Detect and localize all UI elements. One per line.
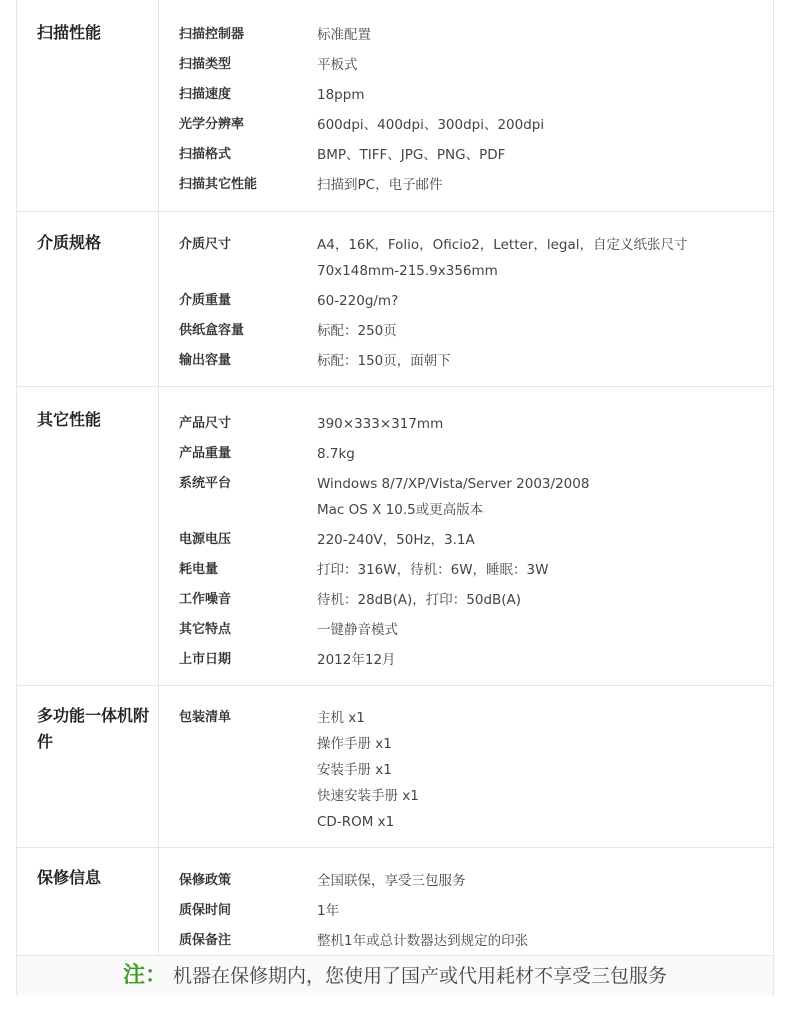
category-cell — [17, 848, 159, 956]
spec-value — [317, 232, 767, 284]
spec-value-line: 220-240V，50Hz，3.1A — [317, 532, 475, 548]
spec-value-line: 60-220g/m? — [317, 293, 399, 309]
spec-key: 扫描控制器 — [179, 27, 245, 42]
spec-value — [317, 647, 767, 673]
spec-value-line: 一键静音模式 — [317, 622, 398, 638]
category-cell — [17, 686, 159, 848]
note-mark: 注： — [122, 963, 167, 988]
spec-value — [317, 705, 767, 835]
spec-value — [317, 527, 767, 553]
spec-value-line: 打印：316W，待机：6W，睡眠：3W — [317, 562, 549, 578]
warranty-note — [17, 955, 773, 996]
spec-key: 电源电压 — [179, 532, 232, 547]
spec-key: 扫描速度 — [179, 87, 232, 102]
spec-section-scan — [17, 0, 773, 211]
spec-value-line: A4，16K，Folio，Oficio2，Letter，legal，自定义纸张尺寸 — [317, 237, 688, 253]
spec-key: 介质重量 — [179, 293, 232, 308]
spec-value-line: CD-ROM x1 — [317, 814, 395, 830]
spec-key: 扫描类型 — [179, 57, 232, 72]
spec-value — [317, 112, 767, 138]
spec-key: 介质尺寸 — [179, 237, 232, 252]
spec-key: 系统平台 — [179, 476, 232, 491]
spec-value — [317, 318, 767, 344]
spec-table — [16, 0, 774, 995]
spec-value-line: 待机：28dB(A)，打印：50dB(A) — [317, 592, 522, 608]
category-cell — [17, 387, 159, 686]
spec-value — [317, 928, 767, 954]
spec-key: 供纸盒容量 — [179, 323, 245, 338]
spec-key: 产品重量 — [179, 446, 232, 461]
spec-value-line: 安装手册 x1 — [317, 762, 392, 778]
spec-value-line: 2012年12月 — [317, 652, 396, 668]
spec-key: 工作噪音 — [179, 592, 232, 607]
spec-value-line: 18ppm — [317, 87, 365, 103]
spec-value — [317, 868, 767, 894]
spec-key: 保修政策 — [179, 873, 232, 888]
spec-key: 光学分辨率 — [179, 117, 245, 132]
spec-value — [317, 471, 767, 523]
spec-key: 扫描格式 — [179, 147, 232, 162]
spec-key: 产品尺寸 — [179, 416, 232, 431]
spec-value — [317, 52, 767, 78]
spec-value-line: 70x148mm-215.9x356mm — [317, 263, 498, 279]
spec-value-line: 快速安装手册 x1 — [317, 788, 419, 804]
spec-key: 包装清单 — [179, 710, 232, 725]
category-label: 多功能一体机附件 — [37, 706, 150, 751]
spec-value — [317, 617, 767, 643]
spec-value-line: 标准配置 — [317, 27, 371, 43]
spec-key: 其它特点 — [179, 622, 232, 637]
spec-value-line: 平板式 — [317, 57, 358, 73]
spec-value-line: 全国联保，享受三包服务 — [317, 873, 466, 889]
spec-value — [317, 348, 767, 374]
note-text: 机器在保修期内，您使用了国产或代用耗材不享受三包服务 — [173, 965, 668, 987]
spec-value — [317, 288, 767, 314]
spec-value — [317, 172, 767, 198]
spec-value-line: 标配：150页，面朝下 — [317, 353, 451, 369]
spec-section-warranty — [17, 847, 773, 956]
spec-section-accessories — [17, 685, 773, 848]
spec-value-line: 标配：250页 — [317, 323, 397, 339]
spec-value-line: 600dpi、400dpi、300dpi、200dpi — [317, 117, 545, 133]
spec-key: 上市日期 — [179, 652, 232, 667]
spec-key: 输出容量 — [179, 353, 232, 368]
category-cell — [17, 212, 159, 387]
spec-value-line: 8.7kg — [317, 446, 355, 462]
spec-value-line: 整机1年或总计数器达到规定的印张 — [317, 933, 529, 949]
spec-value-line: 扫描到PC，电子邮件 — [317, 177, 443, 193]
spec-value — [317, 557, 767, 583]
spec-value-line: 390×333×317mm — [317, 416, 444, 432]
spec-value-line: Windows 8/7/XP/Vista/Server 2003/2008 — [317, 476, 590, 492]
category-label: 其它性能 — [37, 410, 102, 429]
spec-value-line: BMP、TIFF、JPG、PNG、PDF — [317, 147, 506, 163]
spec-section-media — [17, 211, 773, 387]
spec-key: 质保备注 — [179, 933, 232, 948]
spec-key: 扫描其它性能 — [179, 177, 258, 192]
spec-value — [317, 898, 767, 924]
spec-value — [317, 411, 767, 437]
spec-value — [317, 441, 767, 467]
spec-value-line: 操作手册 x1 — [317, 736, 392, 752]
spec-value-line: Mac OS X 10.5或更高版本 — [317, 502, 484, 518]
category-label: 介质规格 — [37, 233, 102, 252]
spec-key: 质保时间 — [179, 903, 232, 918]
spec-section-other — [17, 386, 773, 686]
spec-value — [317, 82, 767, 108]
spec-value-line: 1年 — [317, 903, 340, 919]
spec-value — [317, 587, 767, 613]
category-label: 扫描性能 — [37, 23, 102, 42]
category-cell — [17, 0, 159, 211]
spec-value — [317, 22, 767, 48]
spec-key: 耗电量 — [179, 562, 219, 577]
spec-value-line: 主机 x1 — [317, 710, 365, 726]
category-label: 保修信息 — [37, 868, 102, 887]
spec-value — [317, 142, 767, 168]
